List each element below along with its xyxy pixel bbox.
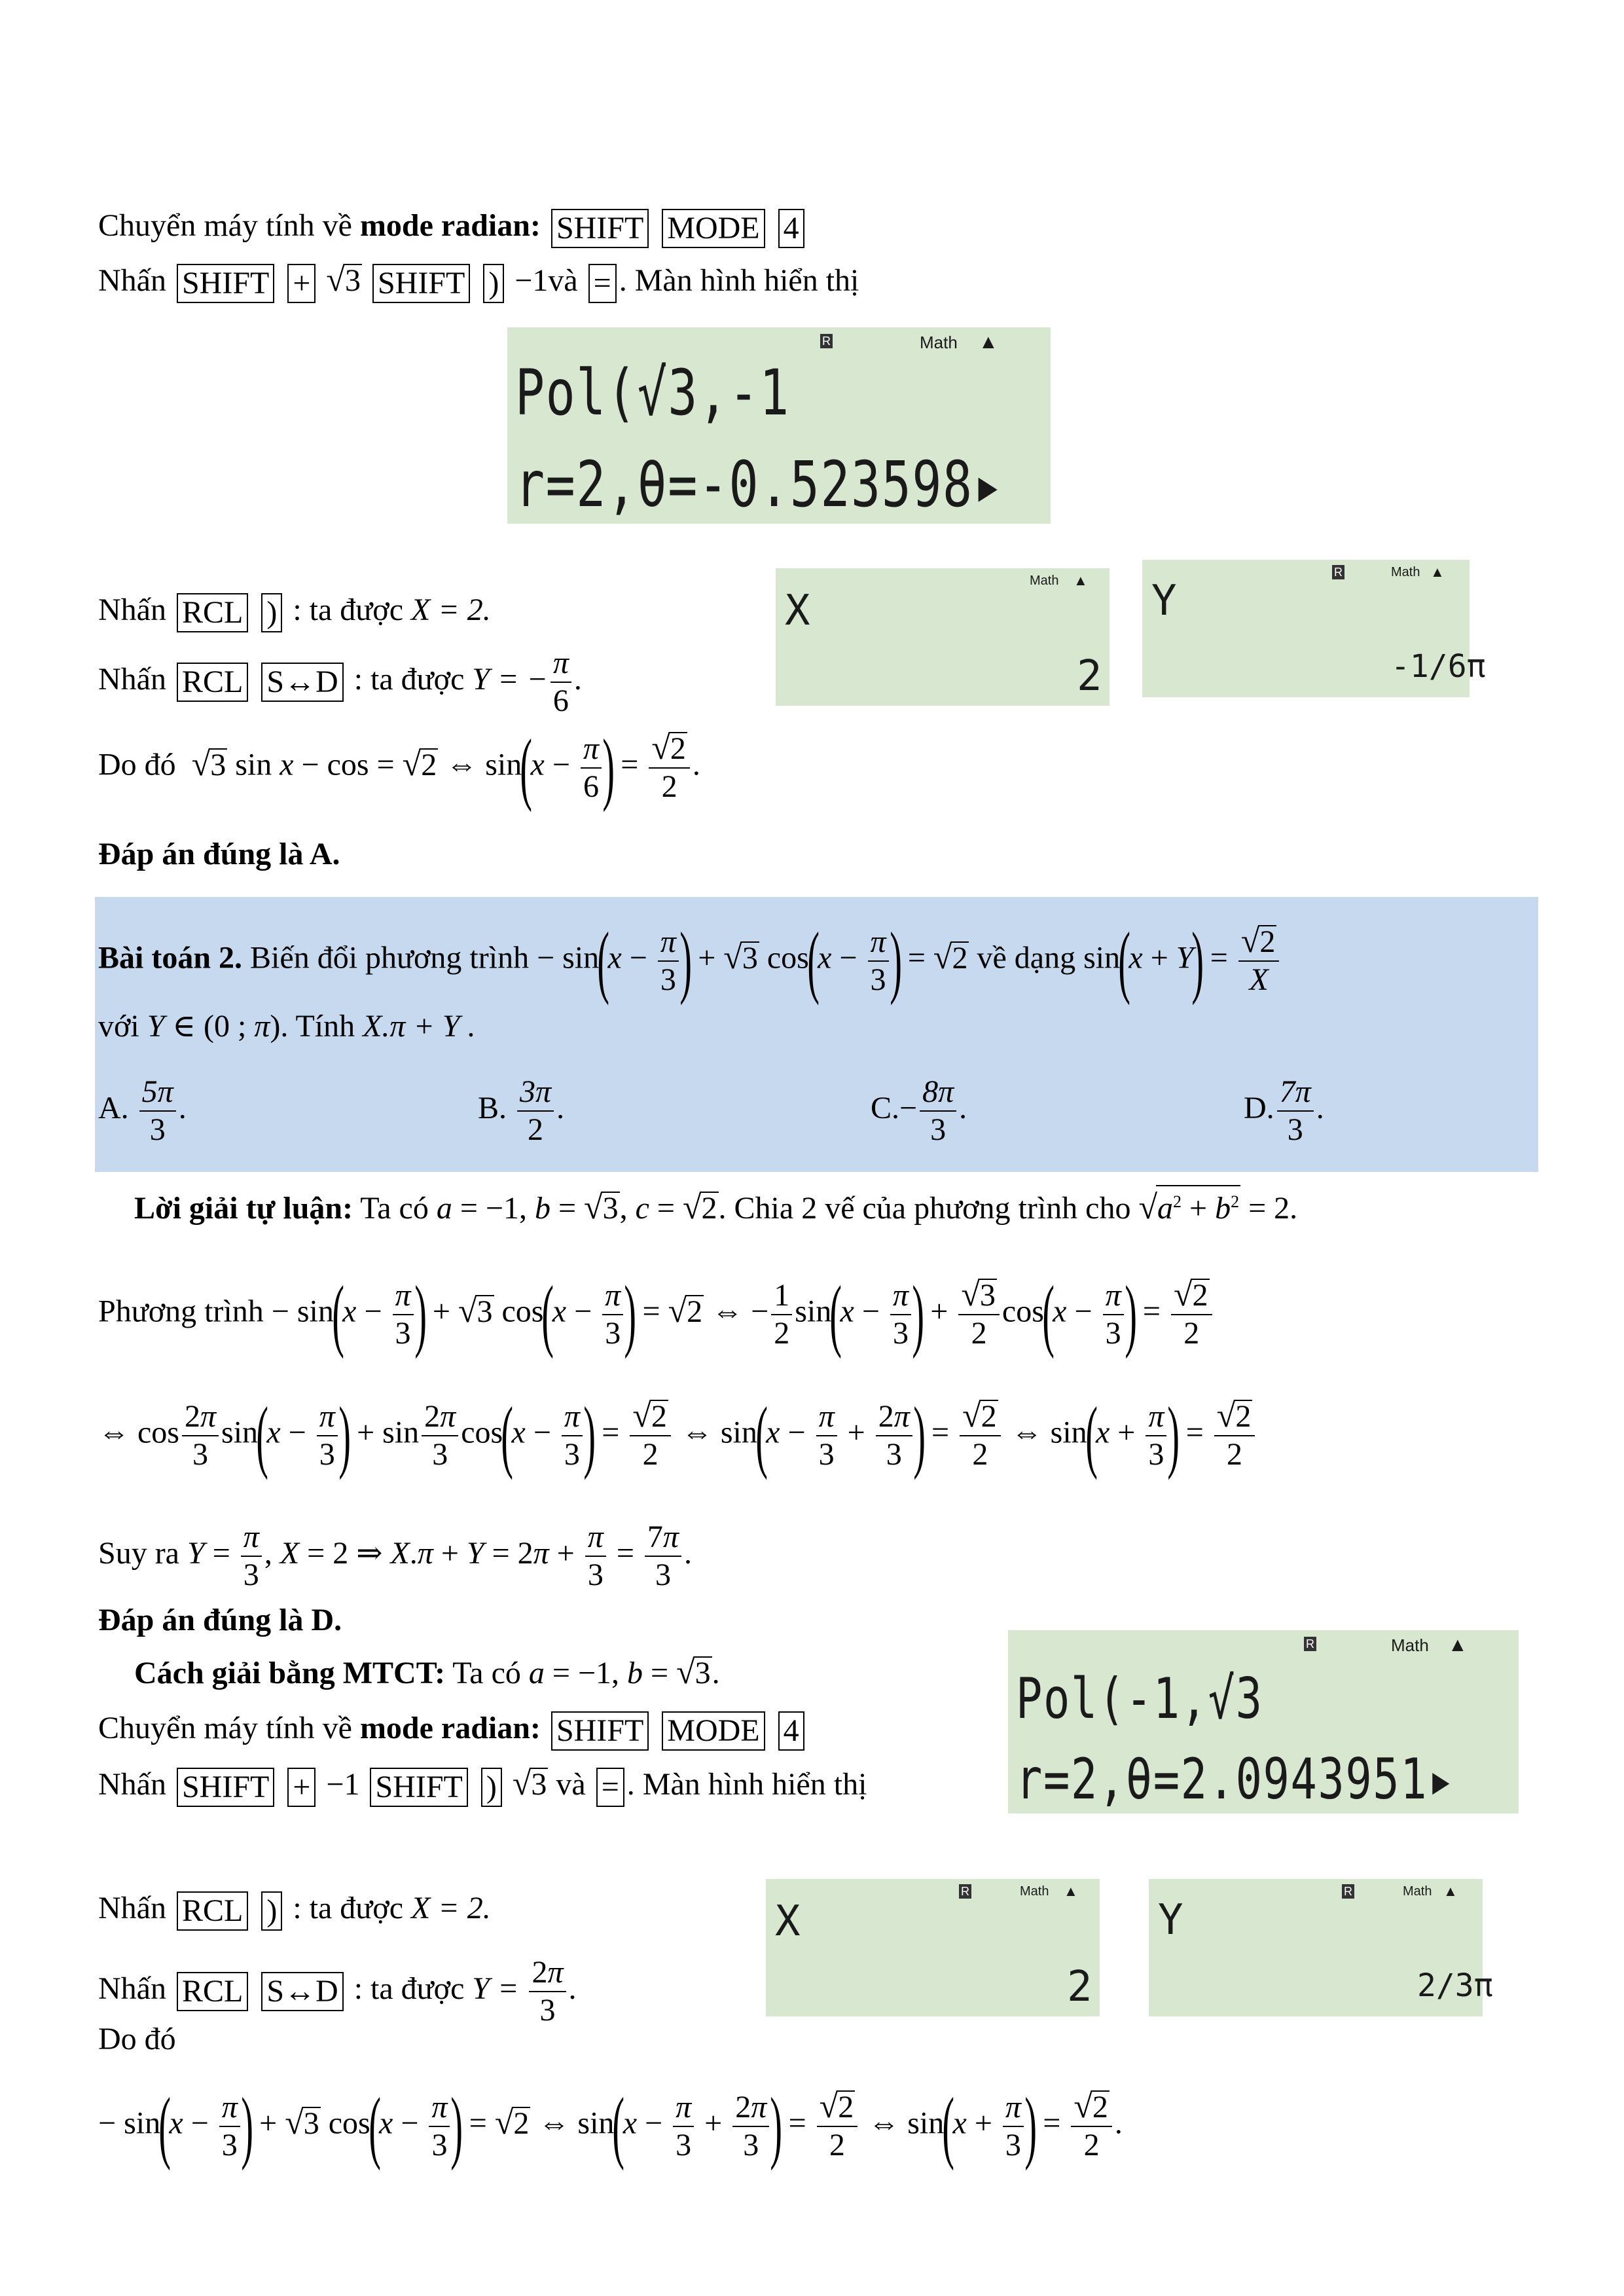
- calculator-screen-x2: R Math ▲ X 2: [766, 1879, 1100, 2016]
- answer-a: Đáp án đúng là A.: [98, 837, 340, 871]
- do-do-equation-1: Do đó √3 sin x − cos = √2 ⇔ sin(x − $\frac{\pi}{6}$ ) = $\frac{√2}{2}$ .: [98, 722, 700, 812]
- mtct-pol: Nhấn SHIFT + −1 SHIFT ) √3 và = . Màn hình hiển thị: [98, 1764, 867, 1807]
- mtct-do-do: Do đó: [98, 2022, 176, 2056]
- calculator-screen-y1: R Math ▲ Y -1/6π: [1142, 560, 1470, 697]
- instruction-mode-radian: Chuyển máy tính về mode radian: SHIFT MODE 4: [98, 206, 807, 248]
- problem-2-statement: Bài toán 2. Biến đổi phương trình − sin(x − $\frac{\pi}{3}$ ) + √3 cos(x − $\frac{\pi}{3}$ ) = √2 về dạng sin(x + Y) = $\frac{√2}{X}$: [98, 923, 1282, 998]
- mtct-rcl-x: Nhấn RCL ) : ta được X = 2.: [98, 1889, 491, 1931]
- calculator-screen-2: R Math ▲ Pol(-1,√3 r=2,θ=2.0943951▸: [1008, 1630, 1519, 1813]
- calculator-screen-x1: Math ▲ X 2: [776, 568, 1110, 706]
- rcl-y-step: Nhấn RCL S↔D : ta được Y = − $\frac{\pi}{6}$ .: [98, 646, 582, 718]
- mtct-rcl-y: Nhấn RCL S↔D : ta được Y = $\frac{2\pi}{3}$ .: [98, 1955, 577, 2028]
- option-b: B. $\frac{3\pi}{2}$ .: [478, 1074, 565, 1147]
- answer-d: Đáp án đúng là D.: [98, 1603, 342, 1637]
- problem-2-condition: với Y ∈ (0 ; π). Tính X.π + Y .: [98, 1009, 476, 1044]
- mtct-final-equation: − sin(x − $\frac{\pi}{3}$ ) + √3 cos(x − $\frac{\pi}{3}$ ) = √2 ⇔ sin(x − $\frac{\pi}{3}$ + $\frac{2\pi}{3}$ ) = $\frac{√2}{2}$ ⇔ sin(x + $\frac{\pi}{3}$ ) = $\frac{√2}{2}$ .: [98, 2081, 1123, 2171]
- rcl-x-step: Nhấn RCL ) : ta được X = 2.: [98, 591, 491, 632]
- solution-step-2: ⇔ cos $\frac{2\pi}{3}$ sin(x − $\frac{\pi}{3}$ ) + sin $\frac{2\pi}{3}$ cos(x − $\frac{\pi}{3}$ ) = $\frac{√2}{2}$ ⇔ sin(x − $\frac{\pi}{3}$ + $\frac{2\pi}{3}$ ) = $\frac{√2}{2}$ ⇔ sin(x + $\frac{\pi}{3}$ ) = $\frac{√2}{2}$: [98, 1398, 1257, 1473]
- key-mode: MODE: [662, 209, 765, 248]
- key-shift: SHIFT: [551, 209, 649, 248]
- solution-intro: Lời giải tự luận: Ta có a = −1, b = √3, c = √2. Chia 2 vế của phương trình cho $√a^2 + b^2 = 2$.: [134, 1185, 1297, 1228]
- solution-conclusion: Suy ra Y = $\frac{\pi}{3}$ , X = 2 ⇒ X.π + Y = 2π + $\frac{\pi}{3}$ = $\frac{7\pi}{3}$ .: [98, 1520, 692, 1592]
- mtct-intro: Cách giải bằng MTCT: Ta có a = −1, b = √3.: [134, 1654, 720, 1691]
- option-a: A. $\frac{5\pi}{3}$ .: [98, 1074, 187, 1147]
- key-4: 4: [778, 209, 804, 248]
- calculator-screen-y2: R Math ▲ Y 2/3π: [1149, 1879, 1483, 2016]
- option-c: C.− $\frac{8\pi}{3}$ .: [871, 1074, 967, 1147]
- calculator-screen-1: R Math ▲ Pol(√3,-1 r=2,θ=-0.523598▸: [507, 327, 1051, 524]
- option-d: D. $\frac{7\pi}{3}$ .: [1244, 1074, 1324, 1147]
- solution-step-1: Phương trình − sin(x − $\frac{\pi}{3}$ ) + √3 cos(x − $\frac{\pi}{3}$ ) = √2 ⇔ − $\frac{1}{2}$ sin(x − $\frac{\pi}{3}$ ) + $\frac{√3}{2}$ cos(x − $\frac{\pi}{3}$ ) = $\frac{√2}{2}$: [98, 1277, 1215, 1352]
- mtct-mode-radian: Chuyển máy tính về mode radian: SHIFT MODE 4: [98, 1709, 807, 1751]
- instruction-pol: Nhấn SHIFT + √3 SHIFT ) −1và = . Màn hình hiển thị: [98, 261, 859, 303]
